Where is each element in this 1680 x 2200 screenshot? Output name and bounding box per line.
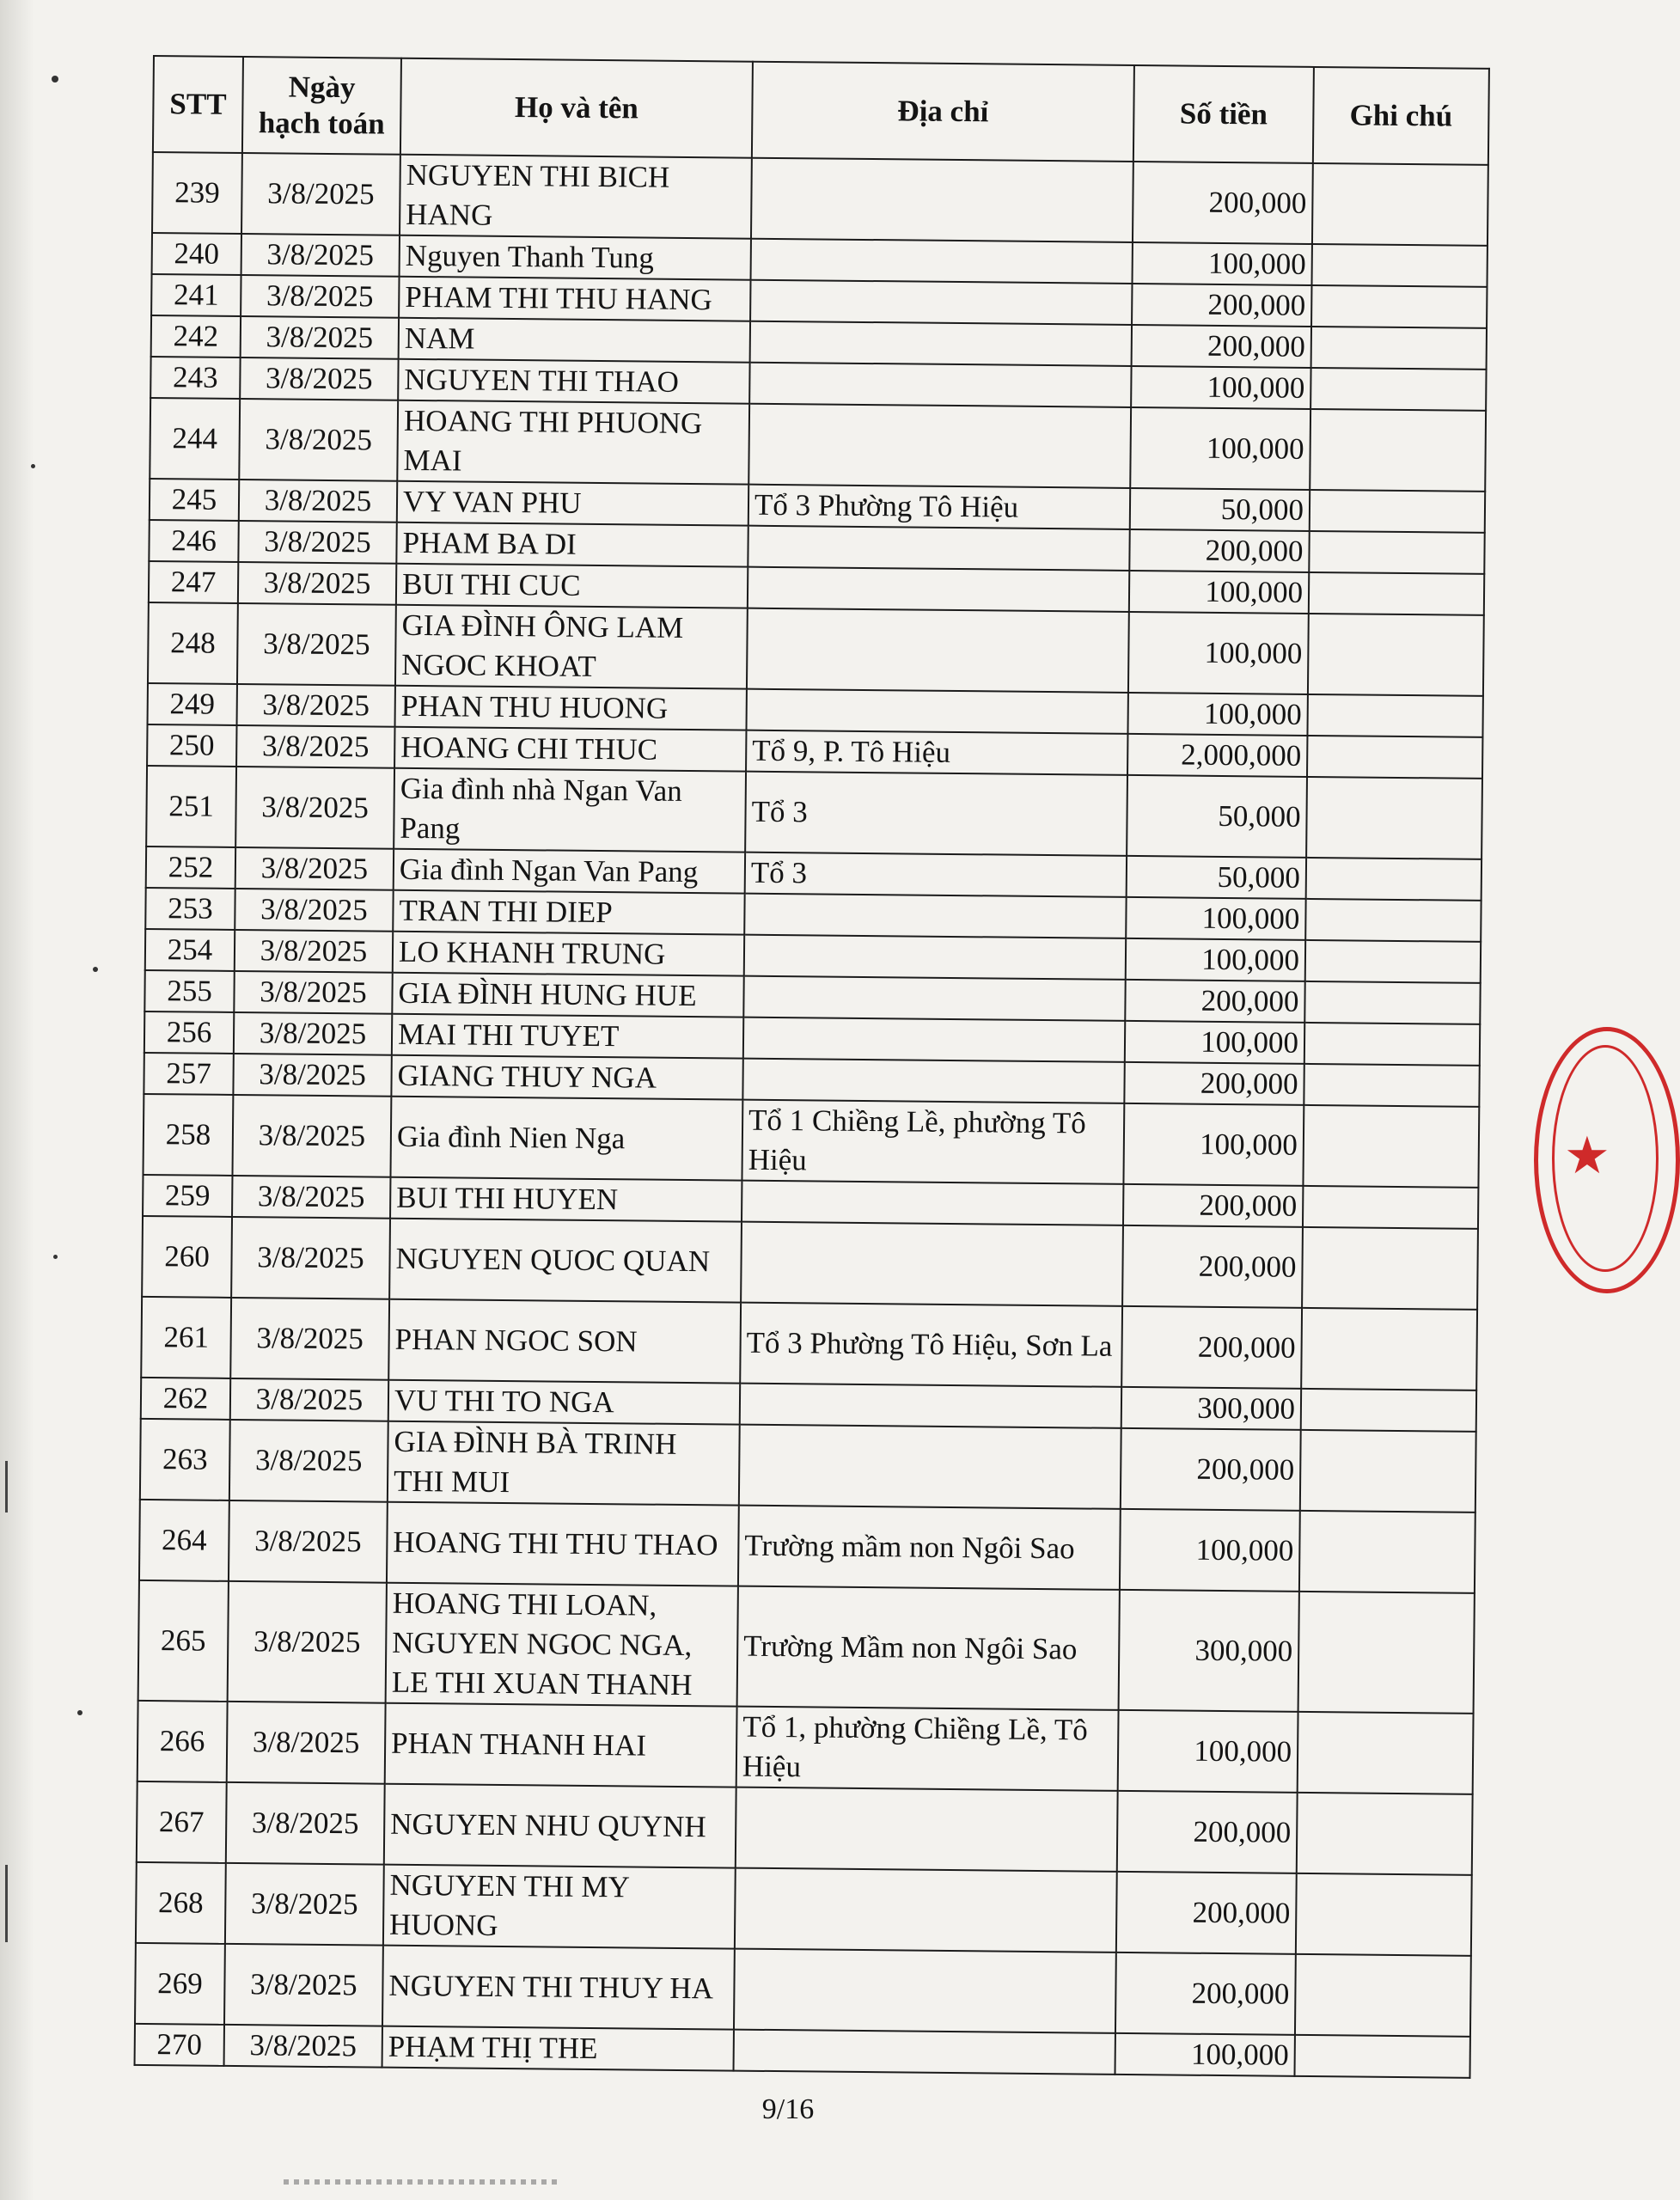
row-amount: 200,000 [1121, 1428, 1301, 1511]
row-amount: 100,000 [1131, 366, 1310, 409]
paper-speck [53, 1255, 58, 1259]
row-amount: 100,000 [1128, 612, 1309, 694]
paper-speck [77, 1710, 82, 1715]
row-amount: 100,000 [1126, 938, 1305, 981]
row-address [748, 567, 1129, 612]
official-red-seal [1534, 1027, 1680, 1293]
paper-edge-mark [5, 1865, 8, 1942]
row-name: PHAM THI THU HANG [399, 277, 750, 321]
row-address [747, 608, 1129, 693]
row-address [736, 1788, 1118, 1872]
row-address [744, 894, 1126, 938]
row-amount: 300,000 [1121, 1387, 1301, 1430]
row-name: PHAN THU HUONG [395, 686, 747, 730]
row-note [1298, 1592, 1475, 1714]
row-stt: 247 [149, 561, 238, 603]
row-amount: 200,000 [1117, 1791, 1298, 1873]
table-row [140, 1419, 1476, 1512]
row-note [1308, 614, 1484, 696]
row-amount: 200,000 [1115, 1952, 1296, 2035]
row-address: Tổ 9, P. Tô Hiệu [746, 730, 1127, 775]
row-name: NGUYEN THI THUY HA [382, 1946, 735, 2030]
header-address: Địa chỉ [752, 62, 1134, 162]
row-date: 3/8/2025 [229, 1420, 388, 1502]
row-amount: 200,000 [1133, 162, 1313, 244]
row-name: VU THI TO NGA [388, 1380, 740, 1425]
row-date: 3/8/2025 [237, 684, 395, 727]
row-name: LO KHANH TRUNG [393, 932, 744, 976]
header-stt: STT [153, 56, 243, 153]
row-amount: 100,000 [1118, 1710, 1298, 1793]
row-name: PHAM BA DI [396, 522, 748, 567]
row-amount: 100,000 [1120, 1509, 1300, 1592]
row-name: GIANG THUY NGA [391, 1055, 742, 1100]
row-stt: 242 [151, 315, 241, 358]
row-address: Tổ 3 Phường Tô Hiệu, Sơn La [740, 1303, 1122, 1387]
row-address [734, 2030, 1115, 2075]
row-stt: 246 [149, 520, 238, 562]
row-stt: 239 [152, 152, 242, 234]
row-address [743, 1018, 1125, 1062]
row-address: Tổ 1 Chiềng Lề, phường Tô Hiệu [742, 1100, 1124, 1184]
row-amount: 200,000 [1125, 980, 1304, 1023]
row-name: Nguyen Thanh Tung [400, 235, 751, 280]
row-name: MAI THI TUYET [392, 1014, 743, 1059]
row-note [1311, 285, 1487, 328]
row-address [742, 1181, 1123, 1225]
row-address [744, 935, 1126, 980]
row-name: HOANG THI LOAN, NGUYEN NGOC NGA, LE THI XUAN THANH [386, 1583, 738, 1707]
row-note [1304, 1064, 1479, 1107]
row-address [739, 1425, 1121, 1509]
row-date: 3/8/2025 [241, 234, 400, 277]
row-amount: 200,000 [1132, 284, 1311, 327]
row-amount: 100,000 [1129, 571, 1309, 614]
row-date: 3/8/2025 [225, 1863, 384, 1946]
paper-speck [31, 464, 35, 468]
row-stt: 250 [147, 724, 236, 767]
row-note [1311, 327, 1487, 370]
row-name: NGUYEN QUOC QUAN [389, 1219, 742, 1303]
row-name: GIA ĐÌNH HUNG HUE [392, 973, 743, 1018]
table-row [148, 602, 1484, 696]
row-name: Gia đình nhà Ngan Van Pang [394, 768, 746, 852]
row-amount: 200,000 [1129, 529, 1309, 572]
header-date [242, 57, 401, 155]
row-date: 3/8/2025 [230, 1378, 388, 1421]
table-row [136, 1862, 1472, 1956]
row-note [1304, 1023, 1480, 1066]
page-number: 9/16 [761, 2093, 815, 2125]
row-stt: 265 [138, 1580, 229, 1702]
row-stt: 240 [152, 233, 241, 275]
row-note [1311, 244, 1487, 287]
row-note [1303, 1186, 1478, 1229]
row-name: BUI THI HUYEN [390, 1177, 742, 1222]
row-address: Tổ 3 [745, 852, 1127, 897]
row-note [1299, 1511, 1475, 1593]
table-header-row [153, 56, 1489, 165]
row-amount: 50,000 [1127, 775, 1307, 858]
row-note [1312, 163, 1488, 246]
row-name: HOANG THI PHUONG MAI [397, 400, 749, 485]
row-date: 3/8/2025 [224, 1944, 383, 2026]
row-amount: 100,000 [1125, 1021, 1304, 1064]
scan-artifact [284, 2179, 559, 2185]
row-amount: 100,000 [1127, 693, 1307, 736]
row-name: PHAN THANH HAI [385, 1703, 737, 1788]
row-name: NGUYEN NHU QUYNH [384, 1784, 736, 1868]
header-note: Ghi chú [1313, 67, 1489, 165]
row-note [1307, 736, 1482, 779]
row-date: 3/8/2025 [234, 971, 392, 1014]
row-stt: 260 [142, 1216, 232, 1298]
row-address [740, 1384, 1121, 1428]
row-address: Trường mầm non Ngôi Sao [738, 1506, 1121, 1590]
row-stt: 255 [144, 970, 234, 1012]
row-date: 3/8/2025 [235, 767, 394, 849]
table-row [138, 1580, 1475, 1714]
row-date: 3/8/2025 [241, 153, 400, 235]
header-date-line2: hạch toán [258, 106, 385, 141]
header-name: Họ và tên [400, 58, 753, 158]
row-note [1305, 899, 1481, 942]
table-row [146, 766, 1482, 859]
row-date: 3/8/2025 [230, 1298, 389, 1380]
row-date: 3/8/2025 [229, 1500, 388, 1583]
row-date: 3/8/2025 [236, 725, 394, 768]
row-date: 3/8/2025 [239, 480, 397, 522]
row-name: NGUYEN THI MY HUONG [383, 1865, 736, 1949]
table-row [137, 1781, 1473, 1875]
row-note [1300, 1430, 1476, 1512]
row-note [1303, 1105, 1479, 1188]
row-date: 3/8/2025 [240, 358, 398, 400]
row-date: 3/8/2025 [235, 889, 393, 932]
row-stt: 241 [151, 274, 241, 316]
row-note [1310, 368, 1486, 411]
row-stt: 261 [141, 1297, 231, 1378]
row-date: 3/8/2025 [237, 603, 396, 686]
row-stt: 257 [144, 1053, 233, 1095]
row-stt: 249 [148, 683, 237, 725]
paper-speck [52, 76, 58, 82]
row-stt: 262 [141, 1378, 230, 1420]
row-address [734, 1949, 1116, 2033]
row-note [1301, 1389, 1476, 1432]
row-amount: 100,000 [1126, 897, 1305, 940]
row-date: 3/8/2025 [231, 1217, 390, 1299]
row-address [750, 280, 1132, 325]
row-amount: 100,000 [1130, 407, 1310, 490]
row-name: BUI THI CUC [396, 564, 748, 608]
table-row [152, 152, 1488, 246]
row-note [1297, 1793, 1473, 1875]
row-amount: 100,000 [1123, 1103, 1304, 1186]
row-address [743, 976, 1125, 1021]
row-address [751, 239, 1133, 284]
row-stt: 252 [146, 846, 235, 889]
row-amount: 200,000 [1123, 1184, 1303, 1227]
row-note [1306, 858, 1481, 901]
row-stt: 244 [150, 398, 240, 480]
row-stt: 256 [144, 1011, 234, 1054]
table-row [141, 1297, 1477, 1390]
row-note [1309, 572, 1484, 615]
row-address [751, 158, 1133, 242]
row-stt: 258 [143, 1094, 233, 1176]
row-stt: 266 [137, 1701, 228, 1782]
row-stt: 263 [140, 1419, 230, 1500]
paper-edge-mark [5, 1461, 8, 1512]
row-note [1301, 1308, 1477, 1390]
row-stt: 243 [150, 357, 240, 399]
row-address [735, 1868, 1117, 1952]
row-address [741, 1222, 1123, 1306]
row-name: VY VAN PHU [397, 481, 748, 526]
row-address [742, 1059, 1124, 1103]
table-body [135, 152, 1488, 2078]
row-stt: 248 [148, 602, 238, 684]
row-note [1310, 490, 1485, 533]
row-date: 3/8/2025 [226, 1782, 385, 1865]
row-date: 3/8/2025 [238, 562, 396, 605]
row-amount: 2,000,000 [1127, 734, 1307, 777]
row-stt: 259 [143, 1175, 232, 1217]
row-date: 3/8/2025 [224, 2025, 382, 2068]
row-address: Tổ 3 [745, 772, 1127, 856]
row-note [1298, 1712, 1474, 1794]
table-row [143, 1094, 1479, 1188]
row-amount: 100,000 [1132, 242, 1311, 285]
row-amount: 200,000 [1132, 325, 1311, 368]
row-date: 3/8/2025 [239, 399, 398, 481]
row-amount: 200,000 [1121, 1306, 1302, 1389]
row-stt: 264 [139, 1500, 229, 1581]
row-name: NGUYEN THI BICH HANG [400, 155, 752, 239]
row-date: 3/8/2025 [241, 275, 399, 318]
row-name: Gia đình Ngan Van Pang [394, 849, 745, 894]
row-name: Gia đình Nien Nga [390, 1097, 742, 1181]
row-date: 3/8/2025 [234, 1012, 392, 1055]
table-row [139, 1500, 1475, 1593]
row-date: 3/8/2025 [238, 521, 396, 564]
row-note [1304, 981, 1480, 1024]
row-address [748, 404, 1131, 488]
row-stt: 269 [135, 1943, 225, 2025]
header-date-line1: Ngày [288, 70, 356, 105]
row-name: TRAN THI DIEP [393, 890, 744, 935]
row-address: Tổ 3 Phường Tô Hiệu [748, 485, 1130, 529]
row-note [1306, 777, 1482, 859]
row-note [1296, 1873, 1472, 1956]
table-row [135, 1943, 1471, 2037]
row-stt: 267 [137, 1781, 227, 1863]
row-name: PHAN NGOC SON [388, 1299, 741, 1384]
header-amount: Số tiền [1133, 65, 1314, 163]
row-address [749, 363, 1131, 407]
row-amount: 200,000 [1122, 1225, 1303, 1308]
row-amount: 200,000 [1116, 1872, 1297, 1954]
row-address: Trường Mầm non Ngôi Sao [737, 1586, 1120, 1710]
row-name: GIA ĐÌNH ÔNG LAM NGOC KHOAT [395, 605, 748, 689]
row-name: NGUYEN THI THAO [398, 359, 749, 404]
seal-star-icon: ★ [1564, 1126, 1610, 1186]
row-note [1309, 531, 1484, 574]
row-address [746, 689, 1127, 734]
row-stt: 270 [135, 2024, 224, 2066]
table-row [142, 1216, 1478, 1310]
row-name: GIA ĐÌNH BÀ TRINH THI MUI [388, 1421, 740, 1506]
table-row [137, 1701, 1474, 1794]
paper-speck [93, 967, 98, 972]
row-amount: 200,000 [1124, 1062, 1304, 1105]
row-date: 3/8/2025 [232, 1176, 390, 1219]
row-note [1305, 940, 1481, 983]
row-address [750, 321, 1132, 366]
row-amount: 50,000 [1130, 488, 1310, 531]
row-date: 3/8/2025 [228, 1581, 387, 1703]
row-note [1310, 409, 1486, 492]
donation-ledger-table [134, 55, 1490, 2079]
row-address: Tổ 1, phường Chiềng Lề, Tô Hiệu [736, 1707, 1119, 1791]
row-date: 3/8/2025 [233, 1054, 391, 1097]
row-date: 3/8/2025 [235, 847, 394, 890]
row-date: 3/8/2025 [235, 930, 393, 973]
row-address [748, 526, 1129, 571]
row-note [1302, 1227, 1478, 1310]
row-amount: 300,000 [1119, 1590, 1299, 1712]
table-row [150, 398, 1486, 492]
row-stt: 251 [146, 766, 236, 847]
row-date: 3/8/2025 [227, 1702, 386, 1784]
row-stt: 253 [145, 888, 235, 930]
row-name: HOANG THI THU THAO [387, 1502, 739, 1586]
row-name: PHẠM THỊ THE [382, 2026, 734, 2071]
row-note [1294, 2035, 1469, 2078]
row-stt: 254 [145, 929, 235, 971]
row-date: 3/8/2025 [232, 1095, 391, 1177]
row-name: HOANG CHI THUC [394, 727, 746, 772]
row-note [1307, 694, 1482, 737]
row-date: 3/8/2025 [241, 316, 399, 359]
row-stt: 245 [150, 479, 239, 521]
row-note [1295, 1954, 1471, 2037]
row-amount: 50,000 [1127, 856, 1306, 899]
row-name: NAM [399, 318, 750, 363]
row-stt: 268 [136, 1862, 226, 1944]
row-amount: 100,000 [1115, 2033, 1294, 2076]
